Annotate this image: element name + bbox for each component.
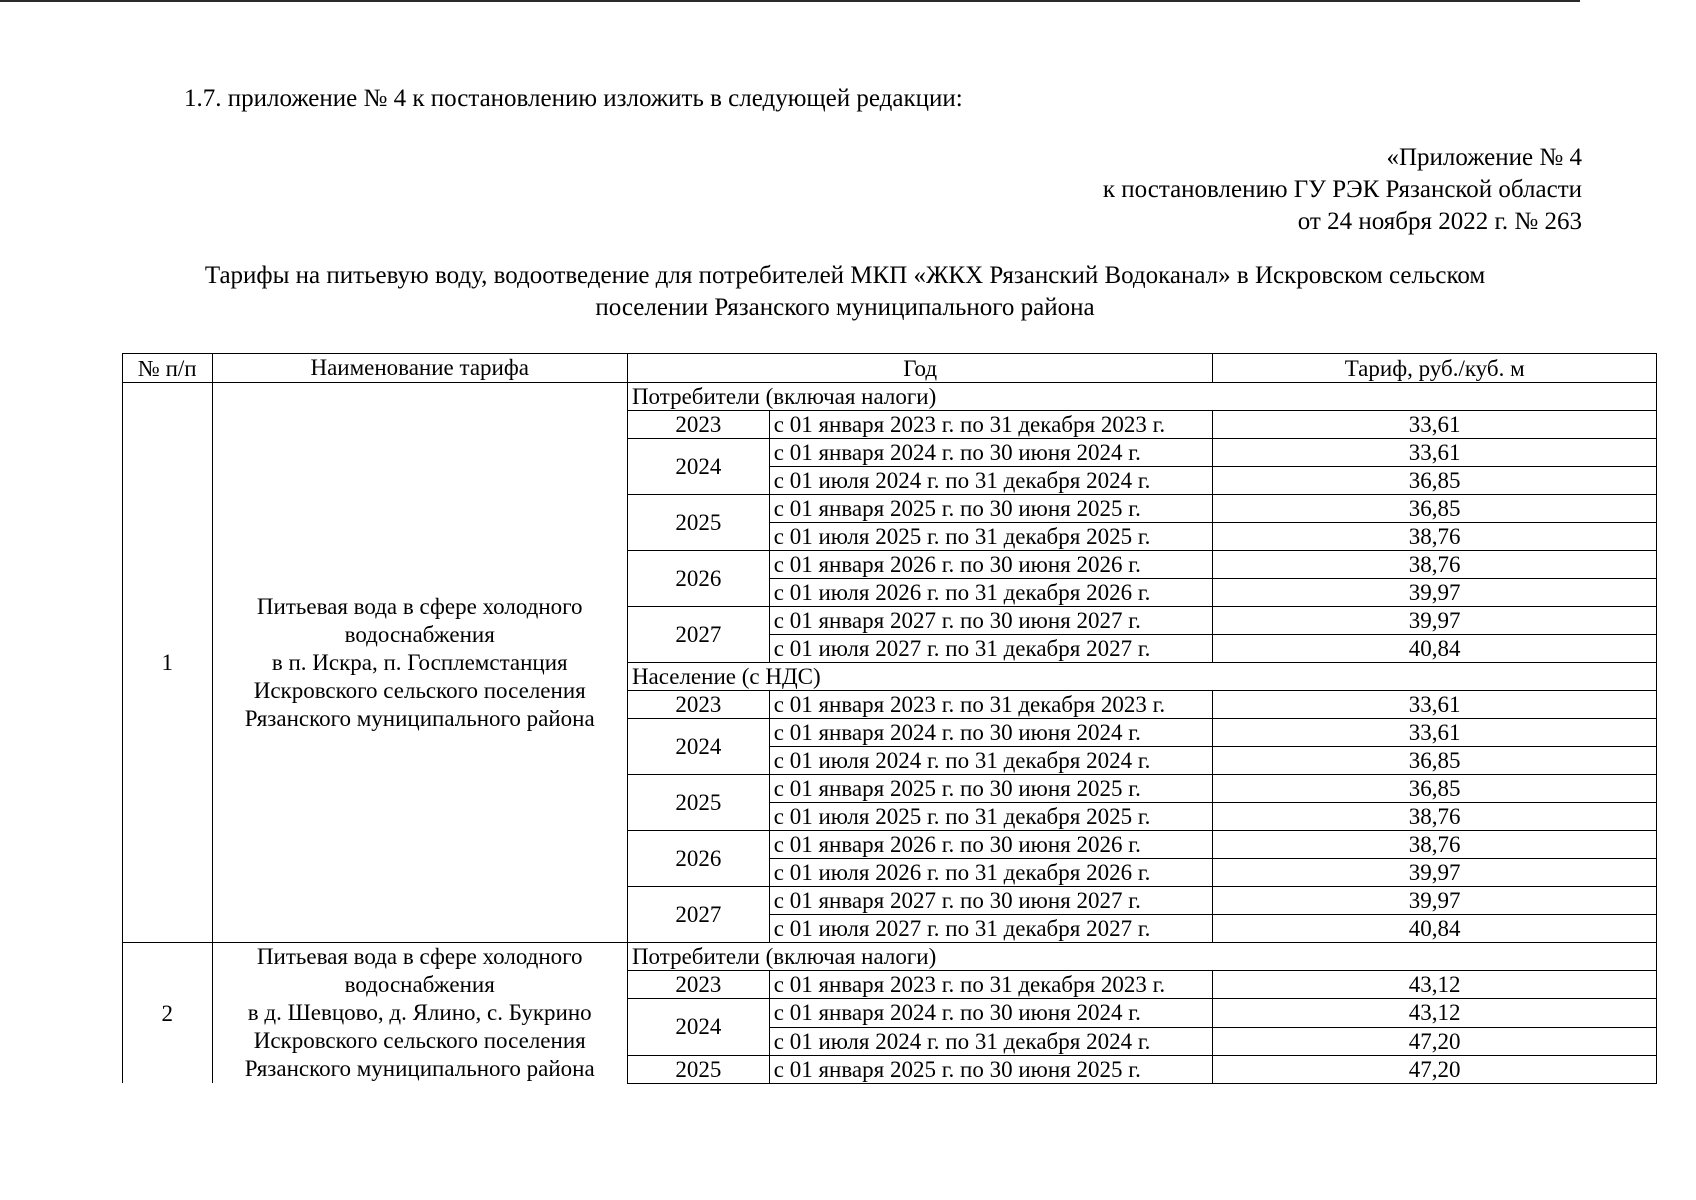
title-line-2: поселении Рязанского муниципального района	[595, 294, 1095, 321]
tariff-value-cell: 47,20	[1213, 1027, 1657, 1055]
period-cell: с 01 января 2026 г. по 30 июня 2026 г.	[769, 831, 1213, 859]
tariff-value-cell: 43,12	[1213, 999, 1657, 1028]
appendix-header	[1103, 142, 1582, 238]
appendix-line-3: от 24 ноября 2022 г. № 263	[1297, 208, 1582, 235]
row-number: 2	[123, 943, 213, 1084]
header-number: № п/п	[123, 354, 213, 383]
tariff-value-cell: 40,84	[1213, 635, 1657, 663]
tariff-name	[212, 943, 627, 1084]
period-cell: с 01 июля 2027 г. по 31 декабря 2027 г.	[769, 635, 1213, 663]
year-cell: 2025	[627, 1055, 769, 1083]
year-cell: 2023	[627, 411, 769, 439]
group-row	[123, 943, 1657, 971]
tariff-name-line: Искровского сельского поселения	[253, 1028, 586, 1053]
year-cell: 2027	[627, 887, 769, 943]
year-cell: 2026	[627, 831, 769, 887]
period-cell: с 01 июля 2024 г. по 31 декабря 2024 г.	[769, 747, 1213, 775]
period-cell: с 01 января 2024 г. по 30 июня 2024 г.	[769, 719, 1213, 747]
tariff-value-cell: 33,61	[1213, 691, 1657, 719]
top-rule	[0, 0, 1580, 2]
header-tariff-value: Тариф, руб./куб. м	[1213, 354, 1657, 383]
header-year: Год	[627, 354, 1212, 383]
tariff-name-line: Рязанского муниципального района	[244, 1056, 595, 1081]
tariff-value-cell: 33,61	[1213, 719, 1657, 747]
tariff-value-cell: 47,20	[1213, 1055, 1657, 1083]
year-cell: 2025	[627, 775, 769, 831]
consumer-group-label: Потребители (включая налоги)	[627, 943, 1656, 971]
tariff-name-line: Рязанского муниципального района	[244, 705, 595, 731]
year-cell: 2026	[627, 551, 769, 607]
tariff-name-line: Питьевая вода в сфере холодного	[256, 944, 583, 969]
period-cell: с 01 января 2025 г. по 30 июня 2025 г.	[769, 1055, 1213, 1083]
tariff-value-cell: 39,97	[1213, 859, 1657, 887]
table-header-row	[123, 354, 1657, 383]
tariff-value-cell: 33,61	[1213, 439, 1657, 467]
tariff-name-line: водоснабжения	[344, 621, 495, 647]
appendix-line-2: к постановлению ГУ РЭК Рязанской области	[1102, 176, 1582, 203]
period-cell: с 01 января 2023 г. по 31 декабря 2023 г.	[769, 971, 1213, 999]
period-cell: с 01 января 2025 г. по 30 июня 2025 г.	[769, 495, 1213, 523]
title-line-1: Тарифы на питьевую воду, водоотведение для потребителей МКП «ЖКХ Рязанский Водоканал» в Искровском сельском	[204, 262, 1486, 289]
period-cell: с 01 июля 2027 г. по 31 декабря 2027 г.	[769, 915, 1213, 943]
period-cell: с 01 января 2026 г. по 30 июня 2026 г.	[769, 551, 1213, 579]
period-cell: с 01 июля 2024 г. по 31 декабря 2024 г.	[769, 467, 1213, 495]
year-cell: 2024	[627, 719, 769, 775]
intro-paragraph: 1.7. приложение № 4 к постановлению изложить в следующей редакции:	[184, 85, 963, 112]
tariff-value-cell: 36,85	[1213, 747, 1657, 775]
period-cell: с 01 июля 2024 г. по 31 декабря 2024 г.	[769, 1027, 1213, 1055]
period-cell: с 01 июля 2026 г. по 31 декабря 2026 г.	[769, 579, 1213, 607]
tariff-value-cell: 40,84	[1213, 915, 1657, 943]
appendix-line-1: «Приложение № 4	[1386, 144, 1582, 171]
period-cell: с 01 января 2027 г. по 30 июня 2027 г.	[769, 607, 1213, 635]
year-cell: 2025	[627, 495, 769, 551]
year-cell: 2023	[627, 691, 769, 719]
period-cell: с 01 января 2023 г. по 31 декабря 2023 г.	[769, 411, 1213, 439]
period-cell: с 01 июля 2025 г. по 31 декабря 2025 г.	[769, 803, 1213, 831]
tariff-name-line: в д. Шевцово, д. Ялино, с. Букрино	[247, 1000, 592, 1025]
period-cell: с 01 января 2025 г. по 30 июня 2025 г.	[769, 775, 1213, 803]
tariff-value-cell: 36,85	[1213, 495, 1657, 523]
consumer-group-label: Потребители (включая налоги)	[627, 383, 1656, 411]
group-row	[123, 383, 1657, 411]
year-cell: 2024	[627, 999, 769, 1056]
tariff-value-cell: 38,76	[1213, 803, 1657, 831]
document-title	[100, 260, 1590, 324]
period-cell: с 01 января 2024 г. по 30 июня 2024 г.	[769, 999, 1213, 1028]
period-cell: с 01 января 2027 г. по 30 июня 2027 г.	[769, 887, 1213, 915]
tariff-name-line: Искровского сельского поселения	[253, 677, 586, 703]
period-cell: с 01 июля 2025 г. по 31 декабря 2025 г.	[769, 523, 1213, 551]
tariff-value-cell: 39,97	[1213, 887, 1657, 915]
tariff-value-cell: 39,97	[1213, 607, 1657, 635]
tariff-name	[212, 383, 627, 943]
tariff-value-cell: 33,61	[1213, 411, 1657, 439]
tariff-value-cell: 39,97	[1213, 579, 1657, 607]
year-cell: 2023	[627, 971, 769, 999]
tariff-name-line: водоснабжения	[344, 972, 495, 997]
tariff-name-line: Питьевая вода в сфере холодного	[256, 593, 583, 619]
tariff-value-cell: 43,12	[1213, 971, 1657, 999]
row-number: 1	[123, 383, 213, 943]
tariff-value-cell: 36,85	[1213, 775, 1657, 803]
tariff-value-cell: 38,76	[1213, 551, 1657, 579]
tariff-name-line: в п. Искра, п. Госплемстанция	[271, 649, 568, 675]
header-tariff-name: Наименование тарифа	[212, 354, 627, 383]
tariff-value-cell: 38,76	[1213, 831, 1657, 859]
year-cell: 2024	[627, 439, 769, 495]
year-cell: 2027	[627, 607, 769, 663]
tariff-value-cell: 38,76	[1213, 523, 1657, 551]
tariff-table	[122, 353, 1657, 1084]
period-cell: с 01 января 2024 г. по 30 июня 2024 г.	[769, 439, 1213, 467]
period-cell: с 01 июля 2026 г. по 31 декабря 2026 г.	[769, 859, 1213, 887]
tariff-value-cell: 36,85	[1213, 467, 1657, 495]
period-cell: с 01 января 2023 г. по 31 декабря 2023 г.	[769, 691, 1213, 719]
consumer-group-label: Население (с НДС)	[627, 663, 1656, 691]
